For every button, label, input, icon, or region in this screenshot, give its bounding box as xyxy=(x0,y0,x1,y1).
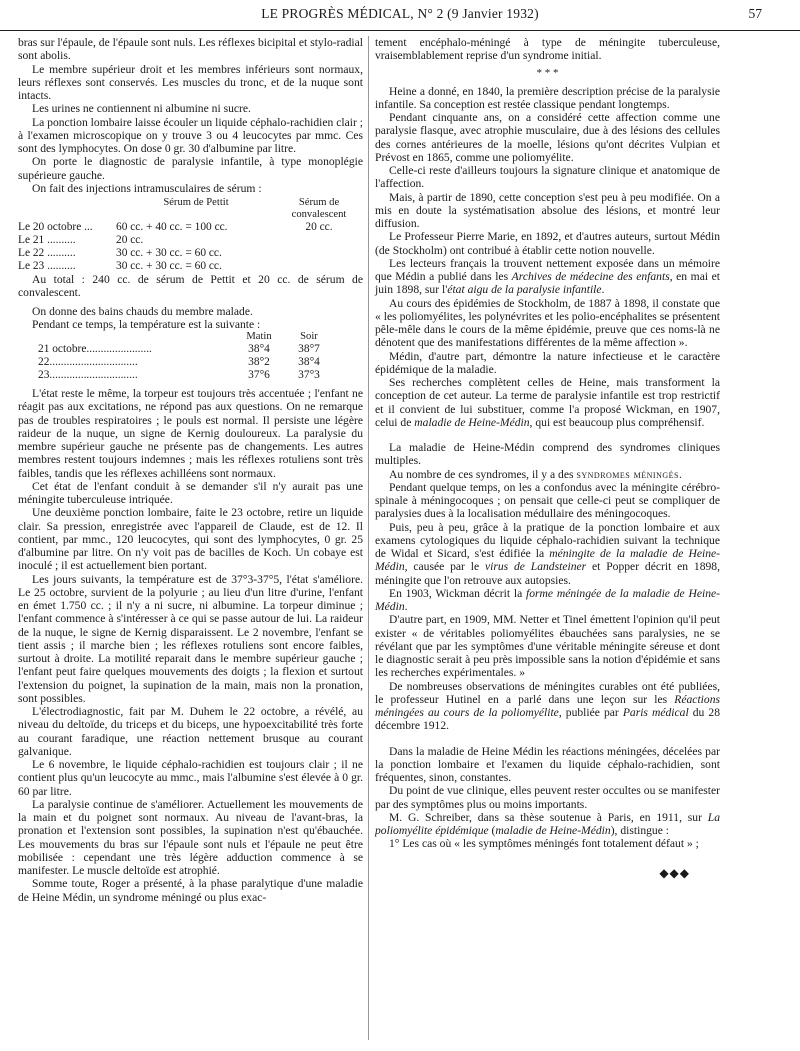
paragraph: Une deuxième ponction lombaire, faite le 23 octobre, retire un liquide clair. Sa pression, enregistrée avec l'appareil de Claude, est de 12. Il contient, par mmc., 120 leucocytes, qui sont des lymphocytes, 0 gr. 25 d'albumine par litre. On n'y voit pas de bacilles de Koch. Un cobaye est inoculé ; il est actuellement bien portant. xyxy=(18,506,363,573)
section-separator: * * * xyxy=(536,66,559,79)
page-header xyxy=(0,0,800,31)
page-number: 57 xyxy=(748,6,762,21)
paragraph: La ponction lombaire laisse écouler un liquide céphalo-rachidien clair ; à l'examen microscopique on y trouve 3 ou 4 leucocytes par mmc. Ces sont des lymphocytes. On dose 0 gr. 30 d'albumine par litre. xyxy=(18,115,363,155)
paragraph: On donne des bains chauds du membre malade. xyxy=(32,304,253,318)
paragraph: Somme toute, Roger a présenté, à la phase paralytique d'une maladie de Heine Médin, un syndrome méningé ou plus exac- xyxy=(18,877,363,904)
paragraph: Le Professeur Pierre Marie, en 1892, et d'autres auteurs, surtout Médin (de Stockholm) ont contribué à établir cette notion nouvelle. xyxy=(375,230,720,257)
paragraph: Ses recherches complètent celles de Heine, mais transforment la conception de cet auteur. La terme de paralysie infantile est trop restrictif et il convient de lui substituer, comme l'a proposé Wickman, en 1907, celui de maladie de Heine-Médin, qui est beaucoup plus compréhensif. xyxy=(375,376,720,429)
serum-header-pettit: Sérum de Pettit xyxy=(163,197,229,208)
paragraph: 1° Les cas où « les symptômes méningés font totalement défaut » ; xyxy=(389,837,699,851)
paragraph: On porte le diagnostic de paralysie infantile, à type monoplégie supérieure gauche. xyxy=(18,155,363,182)
paragraph: Les jours suivants, la température est de 37°3-37°5, l'état s'améliore. Le 25 octobre, survient de la polyurie ; au lieu d'un litre d'urine, l'enfant en émet 1.750 cc. ; il n'y a ni sucre, ni albumine. La torpeur diminue ; l'enfant commence à s'intéresser à ce qui se passe autour de lui. La raideur de la nuque, le signe de Kernig disparaissent. Le 2 novembre, l'enfant se tient assis ; il marche bien ; les réflexes rotuliens sont encore faibles, surtout à droite. La motilité reparait dans le membre supérieur gauche ; l'enfant peut faire quelques mouvements des doigts ; la flexion et surtout l'extension du poignet, la supination de la main, mais non la pronation, sont possibles. xyxy=(18,572,363,705)
paragraph: Cet état de l'enfant conduit à se demander s'il n'y aurait pas une méningite tuberculeuse intriquée. xyxy=(18,479,363,506)
table-row: 22............................... 38°2 38°4 xyxy=(38,356,320,368)
paragraph: Pendant ce temps, la température est la suivante : xyxy=(32,317,261,331)
table-row: Le 20 octobre ... 60 cc. + 40 cc. = 100 cc. 20 cc. xyxy=(18,221,333,233)
table-row: Le 23 .......... 30 cc. + 30 cc. = 60 cc. xyxy=(18,260,222,272)
paragraph: En 1903, Wickman décrit la forme méningée de la maladie de Heine-Médin. xyxy=(375,586,720,613)
fleuron-ornament: ◆◆◆ xyxy=(659,865,690,880)
paragraph: Au nombre de ces syndromes, il y a des syndromes méningés. xyxy=(389,467,682,481)
paragraph: Au cours des épidémies de Stockholm, de 1887 à 1898, il constate que « les poliomyélites, les polynévrites et les polio-encéphalites se présentent pêle-mêle dans le cours de la même épidémie, preuve que ces noms-là ne dénotent que des manifestations différentes de la même affection ». xyxy=(375,296,720,350)
paragraph: D'autre part, en 1909, MM. Netter et Tinel émettent l'opinion qu'il peut exister « de véritables poliomyélites ébauchées sans paralysies, ne se révélant que par les symptômes d'une véritable méningite séreuse et dont le diagnostic serait à peu près impossible sans la notion d'épidémie et sans les recherches expérimentales. » xyxy=(375,613,720,680)
paragraph: De nombreuses observations de méningites curables ont été publiées, le professeur Hutinel en a parlé dans une leçon sur les Réactions méningées au cours de la poliomyélite, publiée par Paris médical du 28 décembre 1912. xyxy=(375,679,720,733)
paragraph: Le membre supérieur droit et les membres inférieurs sont normaux, leurs réflexes sont conservés. Les muscles du tronc, et de la nuque sont intacts. xyxy=(18,62,363,102)
paragraph: Heine a donné, en 1840, la première description précise de la paralysie infantile. Sa conception est restée classique pendant longtemps. xyxy=(375,84,720,111)
paragraph: La maladie de Heine-Médin comprend des syndromes cliniques multiples. xyxy=(375,441,720,468)
left-column xyxy=(18,36,363,904)
running-title: LE PROGRÈS MÉDICAL, N° 2 (9 Janvier 1932) xyxy=(261,6,539,21)
temperature-table xyxy=(18,331,363,382)
paragraph: Celle-ci reste d'ailleurs toujours la signature clinique et anatomique de l'affection. xyxy=(375,164,720,191)
column-divider xyxy=(368,36,369,1040)
table-row: 21 octobre....................... 38°4 38°7 xyxy=(38,343,320,355)
paragraph: Mais, à partir de 1890, cette conception s'est peu à peu modifiée. On a mis en doute la systématisation absolue des lésions, et montré leur diffusion. xyxy=(375,190,720,230)
paragraph: Du point de vue clinique, elles peuvent rester occultes ou se manifester par des symptômes plus ou moins importants. xyxy=(375,784,720,811)
paragraph: Les urines ne contiennent ni albumine ni sucre. xyxy=(32,102,251,116)
paragraph: Les lecteurs français la trouvent nettement exposée dans un mémoire que Médin a publié dans les Archives de médecine des enfants, en mai et juin 1898, sur l'état aigu de la paralysie infantile. xyxy=(375,256,720,297)
paragraph: L'électrodiagnostic, fait par M. Duhem le 22 octobre, a révélé, au niveau du deltoïde, du triceps et du biceps, une hypoexcitabilité très forte au courant faradique, une réaction nettement brusque au courant galvanique. xyxy=(18,705,363,758)
table-row: Le 22 .......... 30 cc. + 30 cc. = 60 cc. xyxy=(18,247,222,259)
paragraph: bras sur l'épaule, de l'épaule sont nuls. Les réflexes bicipital et stylo-radial sont abolis. xyxy=(18,36,363,63)
paragraph: Pendant quelque temps, on les a confondus avec la méningite cérébro-spinale à méningocoques ; on pensait que celle-ci peut se compliquer de paralysies dues à la localisation médullaire des méningocoques. xyxy=(375,480,720,521)
paragraph: Dans la maladie de Heine Médin les réactions méningées, décelées par la ponction lombaire et l'examen du liquide céphalo-rachidien, sont fréquentes, sinon, constantes. xyxy=(375,744,720,784)
serum-table xyxy=(18,197,363,273)
paragraph: M. G. Schreiber, dans sa thèse soutenue à Paris, en 1911, sur La poliomyélite épidémique (maladie de Heine-Médin), distingue : xyxy=(375,810,720,837)
temperature-table-header xyxy=(38,331,363,343)
serum-header-convalescent: Sérum de convalescent xyxy=(291,197,347,220)
paragraph: L'état reste le même, la torpeur est toujours très accentuée ; l'enfant ne réagit pas aux excitations, ne répond pas aux questions. On ne remarque pas de troubles respiratoires ; le pouls est normal. Il persiste une légère raideur de la nuque, un signe de Kernig douloureux. La paralysie du membre supérieur gauche ne présente pas de changements. Les autres membres restent toujours indemnes ; mais les réflexes rotuliens sont très faibles, tandis que les réflexes achilléens sont normaux. xyxy=(18,387,363,480)
temp-header-evening: Soir xyxy=(300,331,318,342)
paragraph: tement encéphalo-méningé à type de méningite tuberculeuse, vraisemblablement reprise d'un syndrome initial. xyxy=(375,36,720,63)
paragraph: La paralysie continue de s'améliorer. Actuellement les mouvements de la main et du poignet sont normaux. Au niveau de l'avant-bras, la pronation et l'extension sont possibles, la supination n'est qu'ébauchée. Les mouvements du bras sur l'épaule sont nuls et l'épaule ne peut être mobilisée : cependant une très légère adduction commence à se manifester. Le muscle deltoïde est atrophié. xyxy=(18,797,363,877)
temp-header-morning: Matin xyxy=(246,331,272,342)
paragraph: Le 6 novembre, le liquide céphalo-rachidien est toujours clair ; il ne contient plus qu'un leucocyte au mmc., mais l'albumine s'est élevée à 0 gr. 60 par litre. xyxy=(18,758,363,798)
table-row: Le 21 .......... 20 cc. xyxy=(18,234,144,246)
paragraph: Médin, d'autre part, démontre la nature infectieuse et le caractère épidémique de la maladie. xyxy=(375,349,720,376)
paragraph: On fait des injections intramusculaires de sérum : xyxy=(32,181,262,195)
paragraph: Pendant cinquante ans, on a considéré cette affection comme une paralysie flasque, avec atrophie musculaire, due à des lésions des cellules des cornes antérieures de la moelle, lésions qu'ont décrites Vulpian et Prévost en 1865, comme une poliomyélite. xyxy=(375,111,720,164)
paragraph: Au total : 240 cc. de sérum de Pettit et 20 cc. de sérum de convalescent. xyxy=(18,273,363,300)
journal-title: Archives de médecine des enfants xyxy=(511,270,670,283)
table-row: 23............................... 37°6 37°3 xyxy=(38,369,320,381)
right-column xyxy=(375,36,720,880)
serum-table-header xyxy=(18,197,363,221)
article-title: état aigu de la paralysie infantile xyxy=(447,283,602,297)
paragraph: Puis, peu à peu, grâce à la pratique de la ponction lombaire et aux examens cytologiques du liquide céphalo-rachidien suivant la technique de Widal et Sicard, s'est édifiée la méningite de la maladie de Heine-Médin, causée par le virus de Landsteiner et Popper décrit en 1898, méningite que l'on retrouve aux autopsies. xyxy=(375,520,721,587)
